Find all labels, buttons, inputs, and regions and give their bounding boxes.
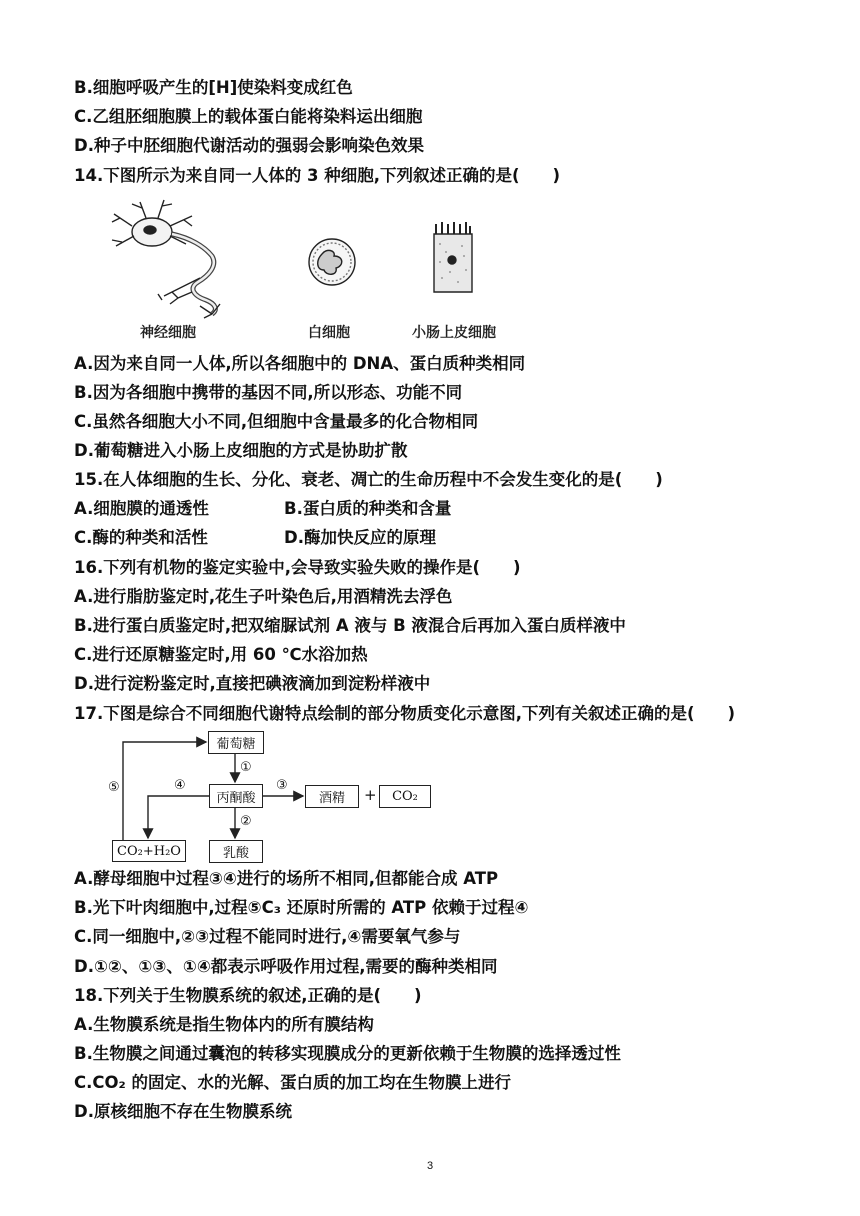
q13-option-d: D.种子中胚细胞代谢活动的强弱会影响染色效果 (74, 136, 424, 155)
q16-option-c: C.进行还原糖鉴定时,用 60 ℃水浴加热 (74, 645, 368, 664)
glucose-box: 葡萄糖 (208, 731, 264, 754)
q14-option-b: B.因为各细胞中携带的基因不同,所以形态、功能不同 (74, 383, 463, 402)
alcohol-box: 酒精 (305, 785, 359, 808)
q17-option-a: A.酵母细胞中过程③④进行的场所不相同,但都能合成 ATP (74, 869, 499, 888)
q15-option-b: B.蛋白质的种类和含量 (284, 499, 452, 518)
q14-option-a: A.因为来自同一人体,所以各细胞中的 DNA、蛋白质种类相同 (74, 354, 526, 373)
q14-option-d: D.葡萄糖进入小肠上皮细胞的方式是协助扩散 (74, 441, 408, 460)
pyruvate-box: 丙酮酸 (209, 784, 263, 808)
q17-option-d: D.①②、①③、①④都表示呼吸作用过程,需要的酶种类相同 (74, 957, 498, 976)
q16-option-a: A.进行脂肪鉴定时,花生子叶染色后,用酒精洗去浮色 (74, 587, 453, 606)
process-5-label: ⑤ (108, 780, 120, 795)
q13-option-b: B.细胞呼吸产生的[H]使染料变成红色 (74, 78, 353, 97)
q16-stem: 16.下列有机物的鉴定实验中,会导致实验失败的操作是( ) (74, 558, 521, 577)
co2-box: CO₂ (379, 785, 431, 808)
q18-stem: 18.下列关于生物膜系统的叙述,正确的是( ) (74, 986, 422, 1005)
page-number: 3 (426, 1160, 434, 1172)
q18-option-c: C.CO₂ 的固定、水的光解、蛋白质的加工均在生物膜上进行 (74, 1073, 511, 1092)
nerve-cell-caption: 神经细胞 (140, 325, 196, 341)
q16-option-d: D.进行淀粉鉴定时,直接把碘液滴加到淀粉样液中 (74, 674, 431, 693)
intestine-cell-caption: 小肠上皮细胞 (412, 325, 496, 341)
q14-stem: 14.下图所示为来自同一人体的 3 种细胞,下列叙述正确的是( ) (74, 166, 561, 185)
q13-option-c: C.乙组胚细胞膜上的载体蛋白能将染料运出细胞 (74, 107, 423, 126)
process-2-label: ② (240, 814, 252, 829)
q18-option-a: A.生物膜系统是指生物体内的所有膜结构 (74, 1015, 374, 1034)
process-3-label: ③ (276, 778, 288, 793)
q17-option-c: C.同一细胞中,②③过程不能同时进行,④需要氧气参与 (74, 927, 461, 946)
process-1-label: ① (240, 760, 252, 775)
wbc-caption: 白细胞 (308, 325, 350, 341)
q17-option-b: B.光下叶肉细胞中,过程⑤C₃ 还原时所需的 ATP 依赖于过程④ (74, 898, 529, 917)
q17-stem: 17.下图是综合不同细胞代谢特点绘制的部分物质变化示意图,下列有关叙述正确的是( ) (74, 704, 736, 723)
q18-option-d: D.原核细胞不存在生物膜系统 (74, 1102, 292, 1121)
q15-option-d: D.酶加快反应的原理 (284, 528, 436, 547)
plus-sign: + (364, 786, 377, 804)
q15-option-c: C.酶的种类和活性 (74, 528, 208, 547)
q15-stem: 15.在人体细胞的生长、分化、衰老、凋亡的生命历程中不会发生变化的是( ) (74, 470, 663, 489)
q18-option-b: B.生物膜之间通过囊泡的转移实现膜成分的更新依赖于生物膜的选择透过性 (74, 1044, 621, 1063)
q14-option-c: C.虽然各细胞大小不同,但细胞中含量最多的化合物相同 (74, 412, 479, 431)
co2-h2o-box: CO₂+H₂O (112, 840, 186, 862)
q15-option-a: A.细胞膜的通透性 (74, 499, 209, 518)
lactic-acid-box: 乳酸 (209, 840, 263, 863)
process-4-label: ④ (174, 778, 186, 793)
q16-option-b: B.进行蛋白质鉴定时,把双缩脲试剂 A 液与 B 液混合后再加入蛋白质样液中 (74, 616, 626, 635)
